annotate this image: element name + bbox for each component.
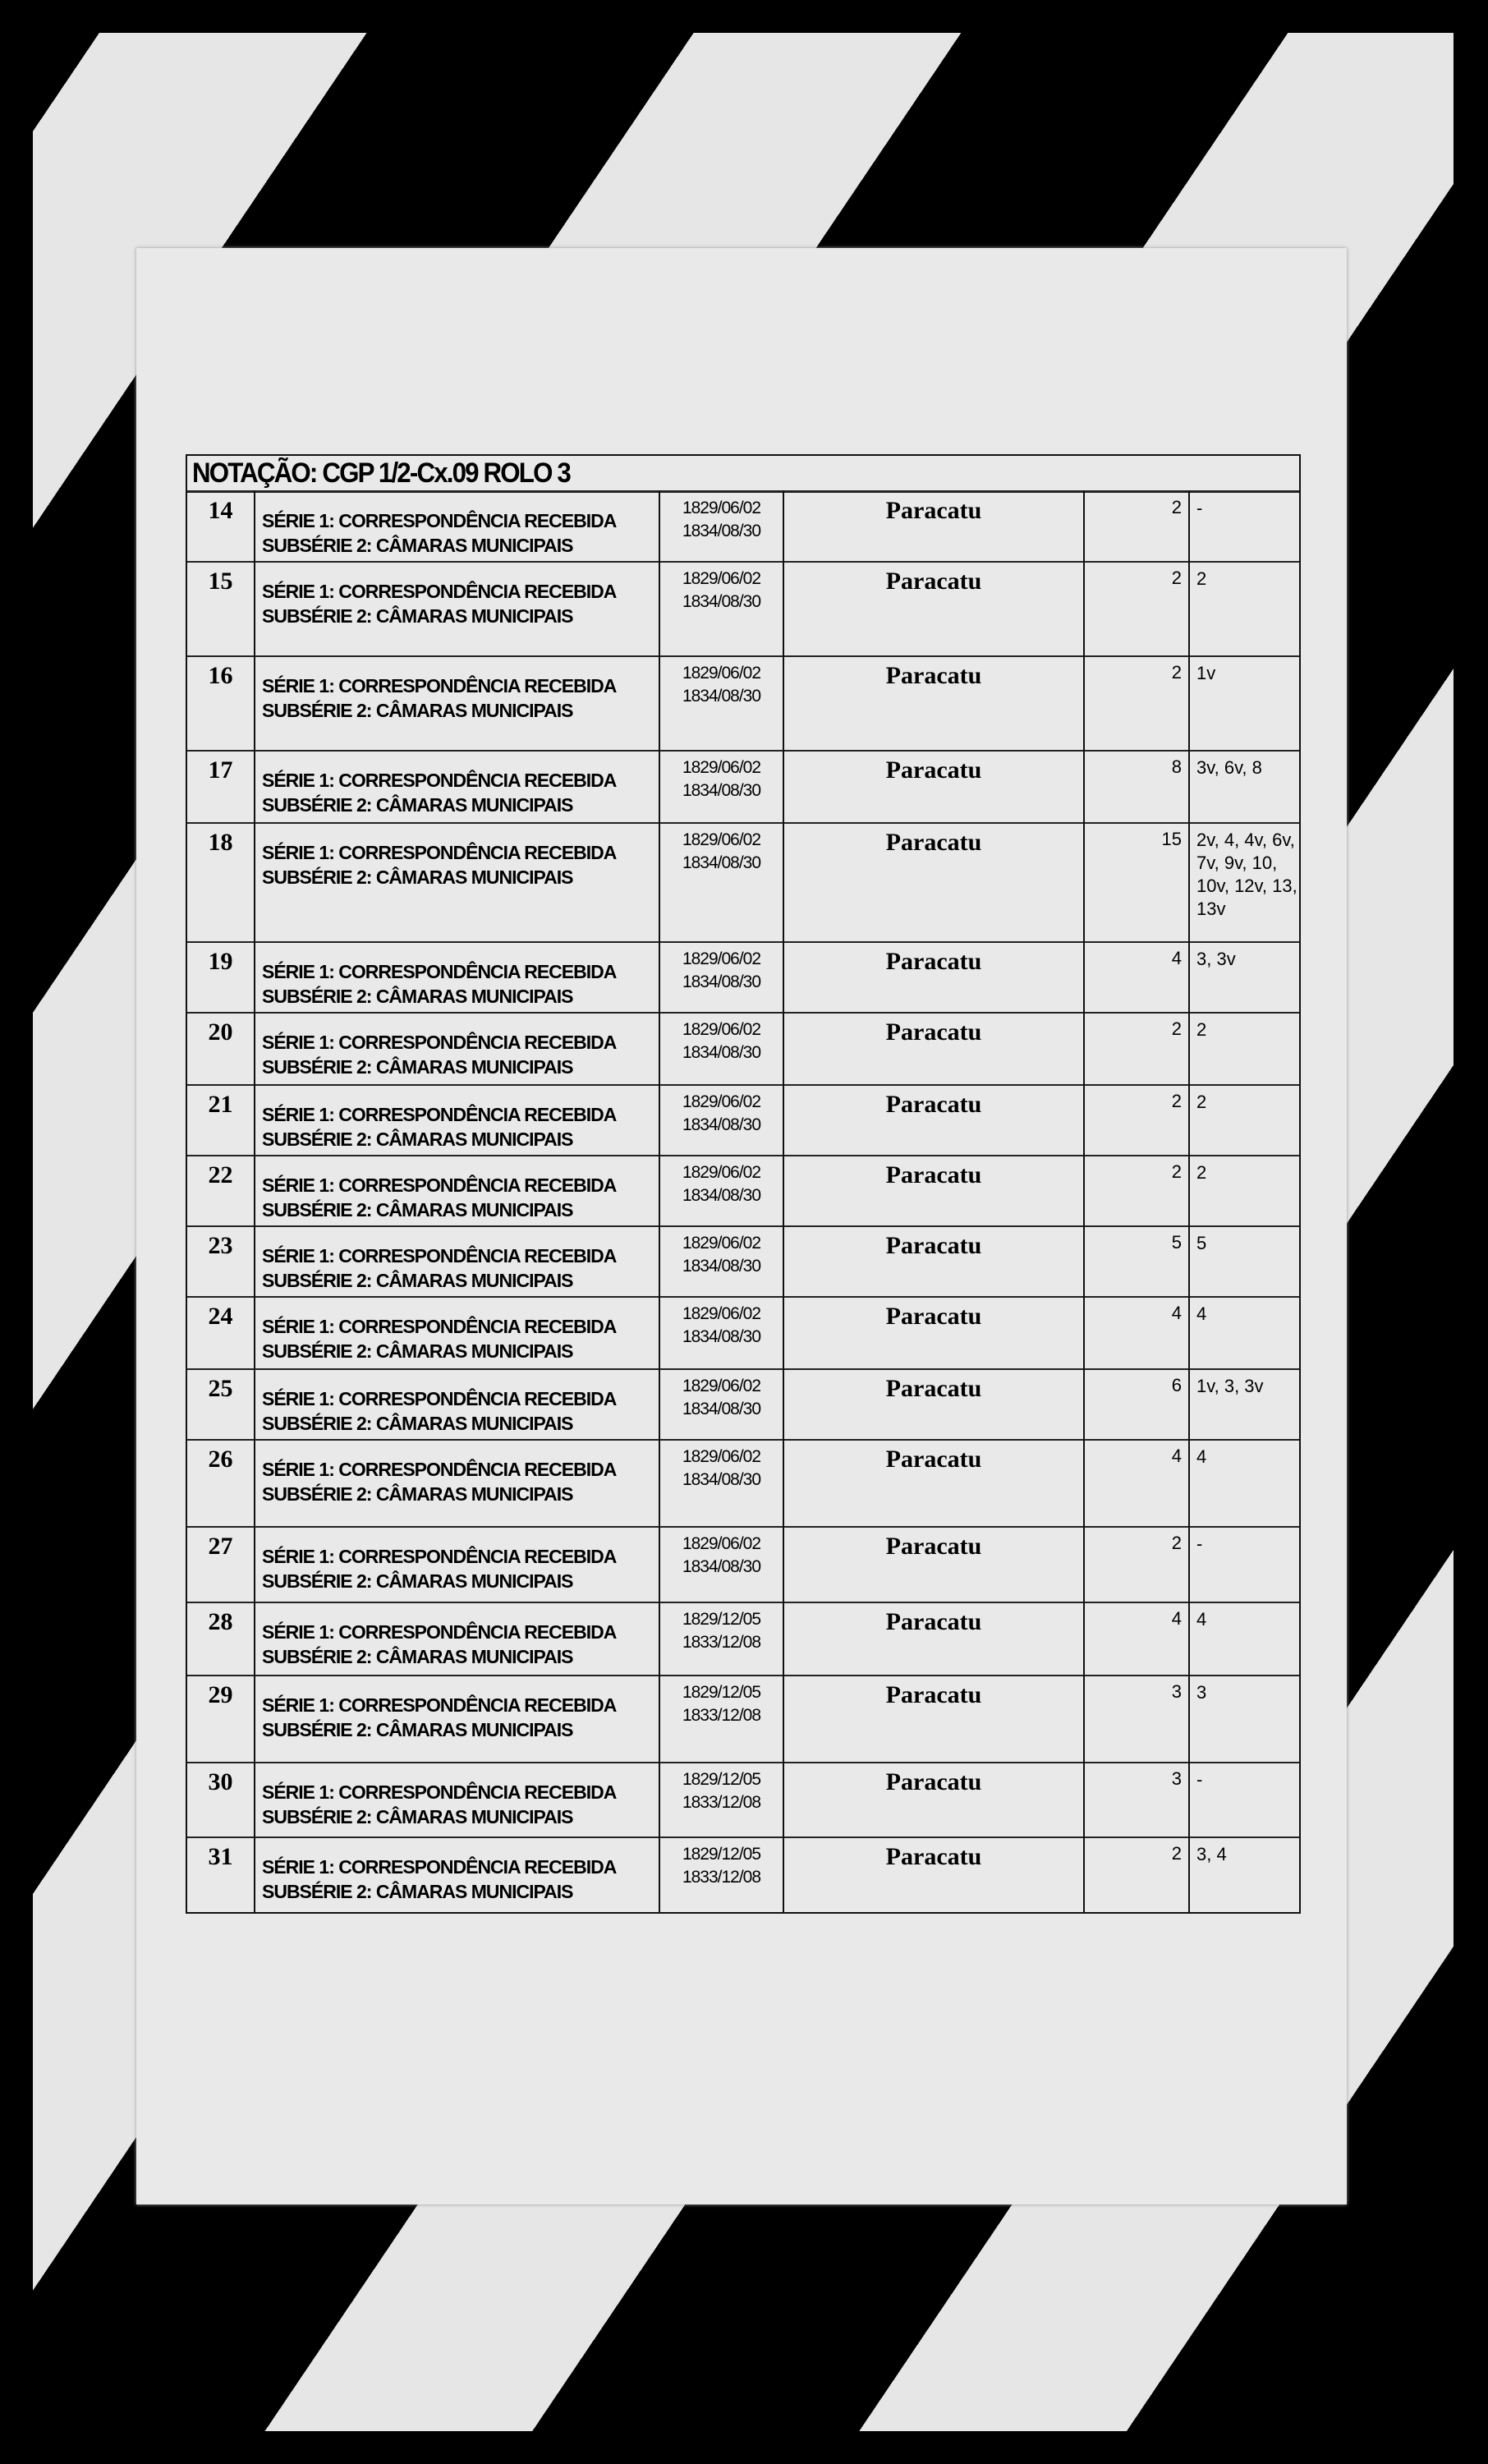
folios-cell bbox=[1190, 1225, 1299, 1296]
item-number bbox=[187, 822, 255, 941]
start-date: 1829/12/05 bbox=[682, 1770, 761, 1789]
end-date: 1834/08/30 bbox=[682, 1186, 761, 1205]
item-number-text: 23 bbox=[208, 1232, 233, 1259]
series-text: SÉRIE 1: CORRESPONDÊNCIA RECEBIDA bbox=[262, 842, 617, 863]
series-cell bbox=[255, 750, 660, 822]
end-date: 1834/08/30 bbox=[682, 687, 761, 706]
table-row bbox=[187, 1225, 1299, 1298]
subseries-text: SUBSÉRIE 2: CÂMARAS MUNICIPAIS bbox=[262, 1129, 573, 1150]
end-date: 1834/08/30 bbox=[682, 1115, 761, 1134]
item-number bbox=[187, 1012, 255, 1084]
item-number bbox=[187, 1837, 255, 1914]
place-text: Paracatu bbox=[885, 1843, 982, 1870]
item-number bbox=[187, 1296, 255, 1368]
count-cell bbox=[1085, 1296, 1190, 1368]
folios-cell bbox=[1190, 561, 1299, 655]
folios-text: - bbox=[1196, 498, 1203, 518]
item-number bbox=[187, 941, 255, 1012]
item-number bbox=[187, 1225, 255, 1296]
start-date: 1829/12/05 bbox=[682, 1683, 761, 1702]
end-date: 1834/08/30 bbox=[682, 1400, 761, 1418]
folios-text: 2 bbox=[1196, 1019, 1207, 1040]
item-number bbox=[187, 1155, 255, 1225]
end-date: 1834/08/30 bbox=[682, 1257, 761, 1276]
table-row bbox=[187, 822, 1299, 943]
series-text: SÉRIE 1: CORRESPONDÊNCIA RECEBIDA bbox=[262, 581, 617, 602]
table-row bbox=[187, 1602, 1299, 1676]
count-cell bbox=[1085, 941, 1190, 1012]
subseries-text: SUBSÉRIE 2: CÂMARAS MUNICIPAIS bbox=[262, 1413, 573, 1434]
series-text: SÉRIE 1: CORRESPONDÊNCIA RECEBIDA bbox=[262, 961, 617, 982]
date-range-cell bbox=[660, 1084, 784, 1155]
date-range-cell bbox=[660, 1225, 784, 1296]
place-text: Paracatu bbox=[885, 1018, 982, 1046]
folios-text: - bbox=[1196, 1533, 1203, 1554]
start-date: 1829/06/02 bbox=[682, 1377, 761, 1395]
subseries-text: SUBSÉRIE 2: CÂMARAS MUNICIPAIS bbox=[262, 1806, 573, 1827]
folios-text: - bbox=[1196, 1769, 1203, 1790]
series-text: SÉRIE 1: CORRESPONDÊNCIA RECEBIDA bbox=[262, 1781, 617, 1803]
folios-text: 2 bbox=[1196, 1162, 1207, 1183]
folios-text: 4 bbox=[1196, 1303, 1207, 1324]
folios-text: 2 bbox=[1196, 1092, 1207, 1112]
place-cell bbox=[784, 1296, 1085, 1368]
folios-cell bbox=[1190, 1439, 1299, 1526]
series-text: SÉRIE 1: CORRESPONDÊNCIA RECEBIDA bbox=[262, 1388, 617, 1409]
series-cell bbox=[255, 1225, 660, 1296]
item-number-text: 30 bbox=[208, 1768, 233, 1795]
date-range-cell bbox=[660, 1837, 784, 1914]
date-range-cell bbox=[660, 1296, 784, 1368]
end-date: 1834/08/30 bbox=[682, 972, 761, 991]
item-number bbox=[187, 1526, 255, 1602]
date-range-cell bbox=[660, 1012, 784, 1084]
subseries-text: SUBSÉRIE 2: CÂMARAS MUNICIPAIS bbox=[262, 700, 573, 721]
subseries-text: SUBSÉRIE 2: CÂMARAS MUNICIPAIS bbox=[262, 535, 573, 556]
series-cell bbox=[255, 1012, 660, 1084]
place-text: Paracatu bbox=[885, 497, 982, 524]
series-cell bbox=[255, 1526, 660, 1602]
item-number-text: 19 bbox=[208, 948, 233, 975]
end-date: 1834/08/30 bbox=[682, 1327, 761, 1346]
subseries-text: SUBSÉRIE 2: CÂMARAS MUNICIPAIS bbox=[262, 1270, 573, 1291]
series-text: SÉRIE 1: CORRESPONDÊNCIA RECEBIDA bbox=[262, 1032, 617, 1053]
place-cell bbox=[784, 561, 1085, 655]
folios-cell bbox=[1190, 1837, 1299, 1914]
start-date: 1829/12/05 bbox=[682, 1845, 761, 1864]
start-date: 1829/06/02 bbox=[682, 1020, 761, 1039]
count-text: 2 bbox=[1171, 1091, 1182, 1111]
count-cell bbox=[1085, 1155, 1190, 1225]
inventory-table bbox=[186, 454, 1301, 1914]
item-number bbox=[187, 1439, 255, 1526]
series-text: SÉRIE 1: CORRESPONDÊNCIA RECEBIDA bbox=[262, 1694, 617, 1716]
series-text: SÉRIE 1: CORRESPONDÊNCIA RECEBIDA bbox=[262, 675, 617, 696]
item-number-text: 20 bbox=[208, 1018, 233, 1046]
series-text: SÉRIE 1: CORRESPONDÊNCIA RECEBIDA bbox=[262, 1621, 617, 1643]
folios-text: 3 bbox=[1196, 1682, 1207, 1703]
count-cell bbox=[1085, 822, 1190, 941]
table-row bbox=[187, 1762, 1299, 1838]
place-cell bbox=[784, 941, 1085, 1012]
subseries-text: SUBSÉRIE 2: CÂMARAS MUNICIPAIS bbox=[262, 986, 573, 1007]
folios-cell bbox=[1190, 1368, 1299, 1439]
count-text: 2 bbox=[1171, 1533, 1182, 1553]
item-number-text: 18 bbox=[208, 829, 233, 856]
count-text: 15 bbox=[1161, 829, 1182, 849]
date-range-cell bbox=[660, 490, 784, 561]
place-text: Paracatu bbox=[885, 1303, 982, 1330]
count-text: 4 bbox=[1171, 1608, 1182, 1629]
folios-cell bbox=[1190, 1602, 1299, 1675]
count-text: 8 bbox=[1171, 756, 1182, 777]
place-text: Paracatu bbox=[885, 829, 982, 856]
folios-text: 3, 4 bbox=[1196, 1844, 1227, 1864]
place-text: Paracatu bbox=[885, 568, 982, 595]
end-date: 1834/08/30 bbox=[682, 1557, 761, 1576]
place-cell bbox=[784, 1368, 1085, 1439]
count-text: 2 bbox=[1171, 1018, 1182, 1039]
count-cell bbox=[1085, 490, 1190, 561]
item-number bbox=[187, 1762, 255, 1837]
item-number-text: 15 bbox=[208, 568, 233, 595]
series-cell bbox=[255, 1155, 660, 1225]
series-cell bbox=[255, 1602, 660, 1675]
end-date: 1834/08/30 bbox=[682, 853, 761, 872]
place-cell bbox=[784, 822, 1085, 941]
table-header bbox=[187, 456, 1299, 493]
start-date: 1829/06/02 bbox=[682, 1092, 761, 1111]
series-text: SÉRIE 1: CORRESPONDÊNCIA RECEBIDA bbox=[262, 1316, 617, 1337]
item-number-text: 17 bbox=[208, 756, 233, 784]
place-cell bbox=[784, 1084, 1085, 1155]
start-date: 1829/06/02 bbox=[682, 758, 761, 777]
table-row bbox=[187, 561, 1299, 657]
folios-cell bbox=[1190, 1526, 1299, 1602]
table-row bbox=[187, 1155, 1299, 1227]
series-cell bbox=[255, 655, 660, 750]
start-date: 1829/06/02 bbox=[682, 1304, 761, 1323]
folios-cell bbox=[1190, 1012, 1299, 1084]
end-date: 1834/08/30 bbox=[682, 1470, 761, 1489]
place-cell bbox=[784, 655, 1085, 750]
start-date: 1829/06/02 bbox=[682, 1447, 761, 1466]
table-row bbox=[187, 1296, 1299, 1370]
place-text: Paracatu bbox=[885, 1446, 982, 1473]
place-cell bbox=[784, 1155, 1085, 1225]
series-text: SÉRIE 1: CORRESPONDÊNCIA RECEBIDA bbox=[262, 1546, 617, 1567]
series-cell bbox=[255, 1084, 660, 1155]
count-cell bbox=[1085, 561, 1190, 655]
series-text: SÉRIE 1: CORRESPONDÊNCIA RECEBIDA bbox=[262, 1856, 617, 1878]
date-range-cell bbox=[660, 1602, 784, 1675]
count-cell bbox=[1085, 1602, 1190, 1675]
start-date: 1829/06/02 bbox=[682, 1534, 761, 1553]
count-text: 3 bbox=[1171, 1768, 1182, 1789]
series-cell bbox=[255, 1837, 660, 1914]
series-cell bbox=[255, 941, 660, 1012]
count-cell bbox=[1085, 1439, 1190, 1526]
series-text: SÉRIE 1: CORRESPONDÊNCIA RECEBIDA bbox=[262, 1175, 617, 1196]
subseries-text: SUBSÉRIE 2: CÂMARAS MUNICIPAIS bbox=[262, 1340, 573, 1362]
place-cell bbox=[784, 1837, 1085, 1914]
place-text: Paracatu bbox=[885, 1161, 982, 1188]
place-text: Paracatu bbox=[885, 662, 982, 689]
series-text: SÉRIE 1: CORRESPONDÊNCIA RECEBIDA bbox=[262, 510, 617, 531]
folios-cell bbox=[1190, 941, 1299, 1012]
folios-cell bbox=[1190, 1762, 1299, 1837]
date-range-cell bbox=[660, 1675, 784, 1762]
start-date: 1829/06/02 bbox=[682, 830, 761, 849]
count-cell bbox=[1085, 750, 1190, 822]
subseries-text: SUBSÉRIE 2: CÂMARAS MUNICIPAIS bbox=[262, 1881, 573, 1902]
subseries-text: SUBSÉRIE 2: CÂMARAS MUNICIPAIS bbox=[262, 1719, 573, 1740]
subseries-text: SUBSÉRIE 2: CÂMARAS MUNICIPAIS bbox=[262, 1646, 573, 1667]
count-text: 2 bbox=[1171, 568, 1182, 588]
folios-text: 2 bbox=[1196, 568, 1207, 589]
place-cell bbox=[784, 1762, 1085, 1837]
folios-text: 3, 3v bbox=[1196, 949, 1236, 969]
series-cell bbox=[255, 490, 660, 561]
item-number-text: 22 bbox=[208, 1161, 233, 1188]
subseries-text: SUBSÉRIE 2: CÂMARAS MUNICIPAIS bbox=[262, 605, 573, 627]
end-date: 1833/12/08 bbox=[682, 1633, 761, 1652]
count-text: 5 bbox=[1171, 1232, 1182, 1253]
folios-text: 3v, 6v, 8 bbox=[1196, 757, 1262, 778]
folios-text: 1v, 3, 3v bbox=[1196, 1376, 1264, 1396]
series-cell bbox=[255, 1439, 660, 1526]
place-text: Paracatu bbox=[885, 1608, 982, 1635]
subseries-text: SUBSÉRIE 2: CÂMARAS MUNICIPAIS bbox=[262, 1056, 573, 1078]
start-date: 1829/12/05 bbox=[682, 1610, 761, 1629]
end-date: 1834/08/30 bbox=[682, 592, 761, 611]
table-row bbox=[187, 1439, 1299, 1528]
table-row bbox=[187, 1837, 1299, 1914]
date-range-cell bbox=[660, 655, 784, 750]
end-date: 1834/08/30 bbox=[682, 1043, 761, 1062]
series-text: SÉRIE 1: CORRESPONDÊNCIA RECEBIDA bbox=[262, 1459, 617, 1480]
table-row bbox=[187, 1675, 1299, 1763]
table-row bbox=[187, 1084, 1299, 1156]
count-cell bbox=[1085, 1837, 1190, 1914]
count-text: 4 bbox=[1171, 1446, 1182, 1466]
place-cell bbox=[784, 1225, 1085, 1296]
end-date: 1834/08/30 bbox=[682, 781, 761, 800]
item-number-text: 27 bbox=[208, 1533, 233, 1560]
item-number bbox=[187, 1084, 255, 1155]
item-number-text: 24 bbox=[208, 1303, 233, 1330]
item-number-text: 26 bbox=[208, 1446, 233, 1473]
start-date: 1829/06/02 bbox=[682, 949, 761, 968]
place-text: Paracatu bbox=[885, 1681, 982, 1708]
count-text: 4 bbox=[1171, 1303, 1182, 1323]
folios-cell bbox=[1190, 750, 1299, 822]
place-cell bbox=[784, 1012, 1085, 1084]
place-text: Paracatu bbox=[885, 1768, 982, 1795]
end-date: 1833/12/08 bbox=[682, 1793, 761, 1812]
count-cell bbox=[1085, 1762, 1190, 1837]
start-date: 1829/06/02 bbox=[682, 1163, 761, 1182]
place-text: Paracatu bbox=[885, 1232, 982, 1259]
place-text: Paracatu bbox=[885, 948, 982, 975]
subseries-text: SUBSÉRIE 2: CÂMARAS MUNICIPAIS bbox=[262, 867, 573, 888]
count-text: 2 bbox=[1171, 497, 1182, 517]
series-text: SÉRIE 1: CORRESPONDÊNCIA RECEBIDA bbox=[262, 1104, 617, 1125]
date-range-cell bbox=[660, 750, 784, 822]
item-number-text: 16 bbox=[208, 662, 233, 689]
folios-cell bbox=[1190, 655, 1299, 750]
folios-cell bbox=[1190, 1155, 1299, 1225]
folios-cell bbox=[1190, 490, 1299, 561]
end-date: 1833/12/08 bbox=[682, 1706, 761, 1725]
place-cell bbox=[784, 1439, 1085, 1526]
start-date: 1829/06/02 bbox=[682, 664, 761, 683]
date-range-cell bbox=[660, 1526, 784, 1602]
count-text: 2 bbox=[1171, 1843, 1182, 1864]
folios-text: 4 bbox=[1196, 1446, 1207, 1467]
item-number bbox=[187, 655, 255, 750]
date-range-cell bbox=[660, 822, 784, 941]
date-range-cell bbox=[660, 941, 784, 1012]
count-cell bbox=[1085, 1012, 1190, 1084]
count-text: 2 bbox=[1171, 662, 1182, 683]
place-text: Paracatu bbox=[885, 1091, 982, 1118]
series-cell bbox=[255, 822, 660, 941]
subseries-text: SUBSÉRIE 2: CÂMARAS MUNICIPAIS bbox=[262, 1483, 573, 1505]
item-number bbox=[187, 490, 255, 561]
table-row bbox=[187, 490, 1299, 563]
count-text: 4 bbox=[1171, 948, 1182, 968]
table-row bbox=[187, 1012, 1299, 1086]
count-cell bbox=[1085, 1368, 1190, 1439]
series-cell bbox=[255, 1296, 660, 1368]
date-range-cell bbox=[660, 1439, 784, 1526]
start-date: 1829/06/02 bbox=[682, 499, 761, 517]
place-cell bbox=[784, 490, 1085, 561]
series-text: SÉRIE 1: CORRESPONDÊNCIA RECEBIDA bbox=[262, 770, 617, 791]
folios-cell bbox=[1190, 1675, 1299, 1762]
place-text: Paracatu bbox=[885, 756, 982, 784]
subseries-text: SUBSÉRIE 2: CÂMARAS MUNICIPAIS bbox=[262, 794, 573, 816]
table-row bbox=[187, 655, 1299, 752]
item-number bbox=[187, 1675, 255, 1762]
date-range-cell bbox=[660, 1762, 784, 1837]
place-cell bbox=[784, 1526, 1085, 1602]
item-number bbox=[187, 1602, 255, 1675]
folios-text: 1v bbox=[1196, 663, 1216, 683]
item-number-text: 31 bbox=[208, 1843, 233, 1870]
series-text: SÉRIE 1: CORRESPONDÊNCIA RECEBIDA bbox=[262, 1245, 617, 1266]
folios-cell bbox=[1190, 1084, 1299, 1155]
item-number bbox=[187, 750, 255, 822]
item-number-text: 21 bbox=[208, 1091, 233, 1118]
folios-text: 5 bbox=[1196, 1233, 1207, 1253]
date-range-cell bbox=[660, 561, 784, 655]
item-number-text: 29 bbox=[208, 1681, 233, 1708]
count-cell bbox=[1085, 1526, 1190, 1602]
date-range-cell bbox=[660, 1368, 784, 1439]
series-cell bbox=[255, 561, 660, 655]
subseries-text: SUBSÉRIE 2: CÂMARAS MUNICIPAIS bbox=[262, 1570, 573, 1592]
end-date: 1834/08/30 bbox=[682, 522, 761, 540]
folios-text: 2v, 4, 4v, 6v, 7v, 9v, 10, 10v, 12v, 13, 13v bbox=[1196, 830, 1297, 919]
place-cell bbox=[784, 1602, 1085, 1675]
table-row bbox=[187, 750, 1299, 824]
start-date: 1829/06/02 bbox=[682, 1234, 761, 1253]
table-row bbox=[187, 941, 1299, 1014]
item-number-text: 14 bbox=[208, 497, 233, 524]
folios-cell bbox=[1190, 822, 1299, 941]
end-date: 1833/12/08 bbox=[682, 1868, 761, 1887]
place-text: Paracatu bbox=[885, 1533, 982, 1560]
subseries-text: SUBSÉRIE 2: CÂMARAS MUNICIPAIS bbox=[262, 1199, 573, 1221]
notation-title: NOTAÇÃO: CGP 1/2-Cx.09 ROLO 3 bbox=[192, 457, 570, 489]
table-row bbox=[187, 1368, 1299, 1441]
count-text: 2 bbox=[1171, 1161, 1182, 1182]
table-row bbox=[187, 1526, 1299, 1603]
count-text: 6 bbox=[1171, 1375, 1182, 1395]
series-cell bbox=[255, 1762, 660, 1837]
item-number bbox=[187, 1368, 255, 1439]
series-cell bbox=[255, 1675, 660, 1762]
count-cell bbox=[1085, 1084, 1190, 1155]
place-text: Paracatu bbox=[885, 1375, 982, 1402]
item-number-text: 25 bbox=[208, 1375, 233, 1402]
count-cell bbox=[1085, 1675, 1190, 1762]
place-cell bbox=[784, 750, 1085, 822]
folios-cell bbox=[1190, 1296, 1299, 1368]
folios-text: 4 bbox=[1196, 1609, 1207, 1630]
series-cell bbox=[255, 1368, 660, 1439]
item-number-text: 28 bbox=[208, 1608, 233, 1635]
start-date: 1829/06/02 bbox=[682, 569, 761, 588]
item-number bbox=[187, 561, 255, 655]
place-cell bbox=[784, 1675, 1085, 1762]
count-cell bbox=[1085, 655, 1190, 750]
count-cell bbox=[1085, 1225, 1190, 1296]
date-range-cell bbox=[660, 1155, 784, 1225]
count-text: 3 bbox=[1171, 1681, 1182, 1702]
